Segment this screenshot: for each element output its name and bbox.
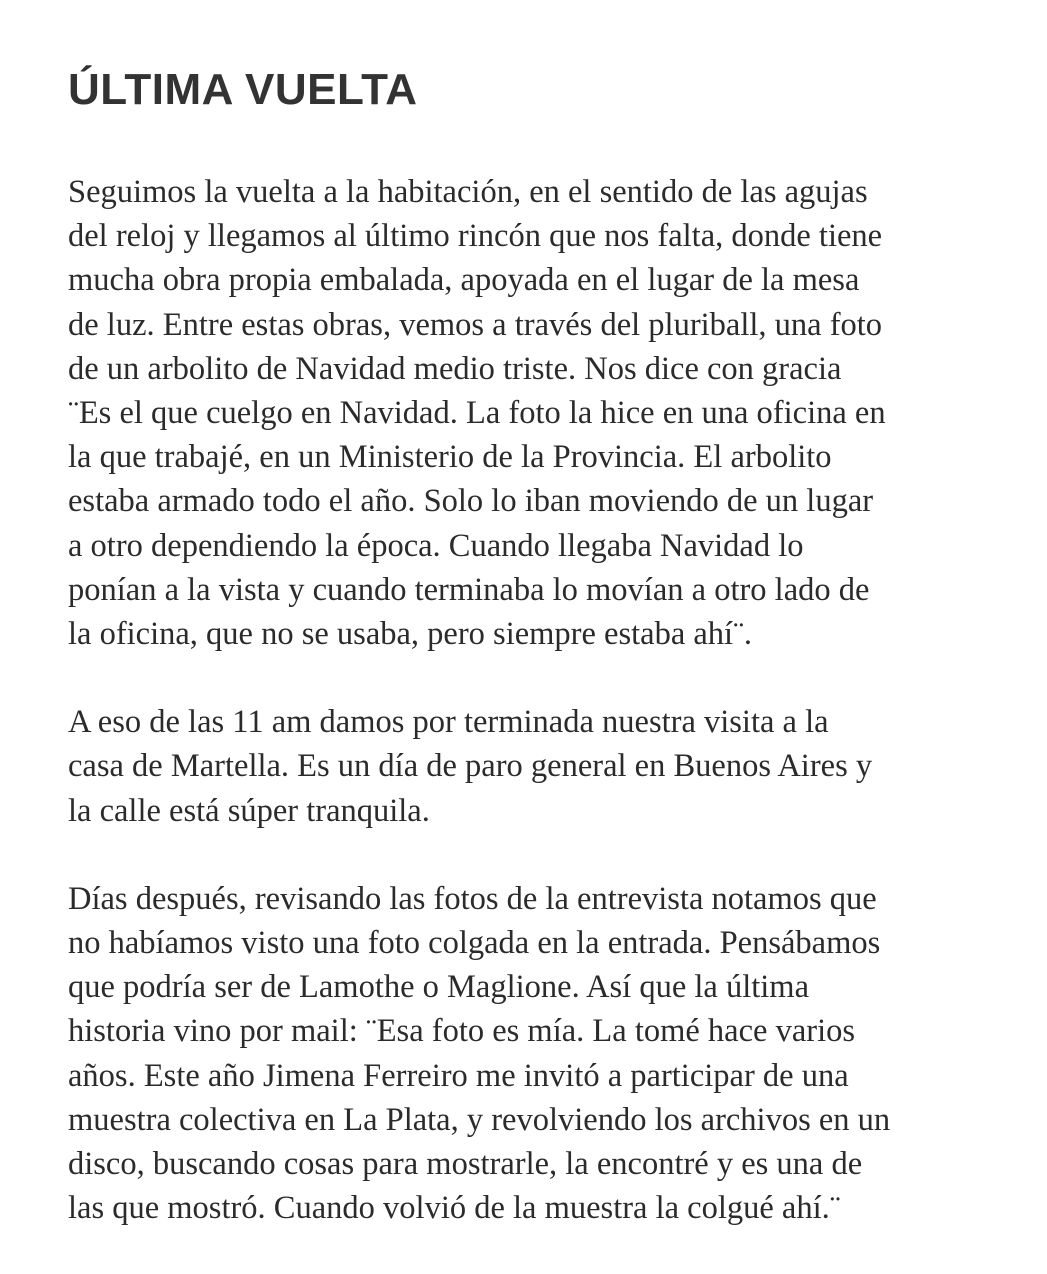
- paragraph-line: la oficina, que no se usaba, pero siempre estaba ahí¨.: [68, 616, 753, 653]
- paragraph-line: muestra colectiva en La Plata, y revolviendo los archivos en un: [68, 1101, 891, 1138]
- paragraph-line: de luz. Entre estas obras, vemos a través del pluriball, una foto: [68, 306, 883, 343]
- article-title: ÚLTIMA VUELTA: [68, 65, 418, 114]
- paragraph-line: ¨Es el que cuelgo en Navidad. La foto la hice en una oficina en: [68, 395, 886, 432]
- paragraph-3: [68, 877, 1028, 1231]
- paragraph-line: las que mostró. Cuando volvió de la muestra la colgué ahí.¨: [68, 1190, 841, 1227]
- article: [68, 62, 1028, 1274]
- paragraph-line: que podría ser de Lamothe o Maglione. Así que la última: [68, 969, 809, 1006]
- paragraph-1: [68, 170, 1028, 656]
- paragraph-line: la que trabajé, en un Ministerio de la Provincia. El arbolito: [68, 439, 832, 476]
- paragraph-line: de un arbolito de Navidad medio triste. Nos dice con gracia: [68, 350, 842, 387]
- paragraph-line: a otro dependiendo la época. Cuando llegaba Navidad lo: [68, 527, 804, 564]
- paragraph-line: A eso de las 11 am damos por terminada nuestra visita a la: [68, 704, 829, 741]
- paragraph-line: del reloj y llegamos al último rincón que nos falta, donde tiene: [68, 218, 883, 255]
- paragraph-line: casa de Martella. Es un día de paro general en Buenos Aires y: [68, 748, 873, 785]
- paragraph-line: disco, buscando cosas para mostrarle, la encontré y es una de: [68, 1146, 863, 1183]
- paragraph-line: años. Este año Jimena Ferreiro me invitó a participar de una: [68, 1057, 849, 1094]
- paragraph-line: historia vino por mail: ¨Esa foto es mía. La tomé hace varios: [68, 1013, 855, 1050]
- paragraph-line: la calle está súper tranquila.: [68, 792, 430, 829]
- paragraph-line: Seguimos la vuelta a la habitación, en el sentido de las agujas: [68, 174, 868, 210]
- paragraph-line: Días después, revisando las fotos de la entrevista notamos que: [68, 880, 877, 917]
- paragraph-line: ponían a la vista y cuando terminaba lo movían a otro lado de: [68, 571, 870, 608]
- paragraph-line: estaba armado todo el año. Solo lo iban moviendo de un lugar: [68, 483, 874, 520]
- paragraph-2: [68, 700, 1028, 833]
- paragraph-line: no habíamos visto una foto colgada en la entrada. Pensábamos: [68, 925, 881, 962]
- paragraph-line: mucha obra propia embalada, apoyada en el lugar de la mesa: [68, 262, 860, 299]
